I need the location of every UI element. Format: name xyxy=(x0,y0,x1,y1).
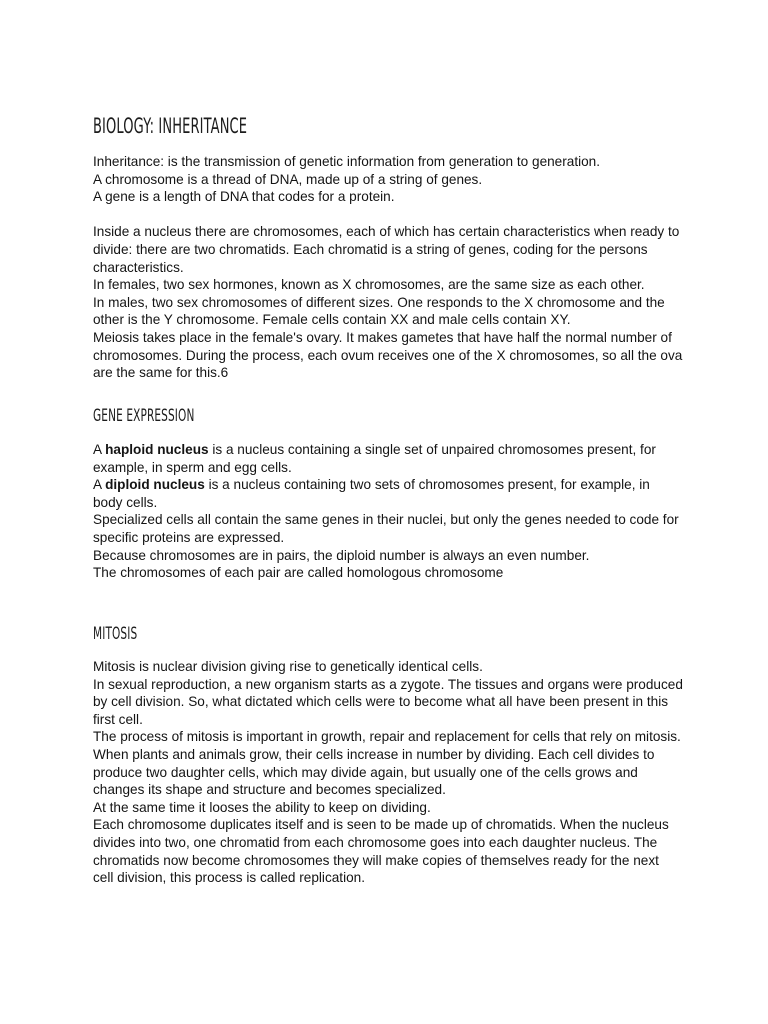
diploid-definition xyxy=(93,476,683,511)
intro-line: A chromosome is a thread of DNA, made up of a string of genes. xyxy=(93,171,483,187)
mitosis-line: The process of mitosis is important in growth, repair and replacement for cells that rely on mitosis. xyxy=(93,729,681,745)
gene-expression-line: The chromosomes of each pair are called homologous chromosome xyxy=(93,565,504,581)
intro-paragraph: Inside a nucleus there are chromosomes, each of which has certain characteristics when ready to divide: there are two chromatids. Each chromatid is a string of genes, coding for the persons characteristics. xyxy=(93,224,680,275)
mitosis-line: At the same time it looses the ability to keep on dividing. xyxy=(93,799,431,815)
intro-section xyxy=(93,153,683,382)
paragraph-gap xyxy=(93,206,683,224)
gene-expression-heading: GENE EXPRESSION xyxy=(93,406,195,426)
intro-line: Inheritance: is the transmission of genetic information from generation to generation. xyxy=(93,154,601,169)
mitosis-line: Each chromosome duplicates itself and is seen to be made up of chromatids. When the nucleus divides into two, one chromatid from each chromosome goes into each daughter nucleus. The chromatids now become chromosomes they will make copies of themselves ready for the next cell division, this process is called replication. xyxy=(93,817,669,886)
gene-expression-line: Because chromosomes are in pairs, the diploid number is always an even number. xyxy=(93,547,590,563)
gene-expression-section xyxy=(93,441,683,582)
mitosis-line: Mitosis is nuclear division giving rise to genetically identical cells. xyxy=(93,659,483,674)
diploid-prefix: A xyxy=(93,477,106,493)
intro-paragraph: Meiosis takes place in the female's ovary. It makes gametes that have half the normal number of chromosomes. During the process, each ovum receives one of the X chromosomes, so all the ova are the same for this.6 xyxy=(93,329,683,381)
haploid-term: haploid nucleus xyxy=(105,442,209,457)
mitosis-line: When plants and animals grow, their cells increase in number by dividing. Each cell divides to produce two daughter cells, which may divide again, but usually one of the cells grows and changes its shape and structure and becomes specialized. xyxy=(93,746,655,798)
intro-line: A gene is a length of DNA that codes for a protein. xyxy=(93,189,395,205)
haploid-rest: is a nucleus containing a single set of unpaired chromosomes present, for example, in sperm and egg cells. xyxy=(93,442,656,475)
diploid-rest: is a nucleus containing two sets of chromosomes present, for example, in body cells. xyxy=(93,477,650,510)
gene-expression-line: Specialized cells all contain the same genes in their nuclei, but only the genes needed to code for specific proteins are expressed. xyxy=(93,512,679,545)
haploid-definition xyxy=(93,441,683,476)
document-title: BIOLOGY: INHERITANCE xyxy=(93,114,248,138)
mitosis-line: In sexual reproduction, a new organism starts as a zygote. The tissues and organs were produced by cell division. So, what dictated which cells were to become what all have been present in this first cell. xyxy=(93,676,683,727)
mitosis-heading: MITOSIS xyxy=(93,624,138,644)
intro-paragraph: In females, two sex hormones, known as X chromosomes, are the same size as each other. xyxy=(93,277,645,293)
intro-paragraph: In males, two sex chromosomes of different sizes. One responds to the X chromosome and the other is the Y chromosome. Female cells contain XX and male cells contain XY. xyxy=(93,294,665,328)
diploid-term: diploid nucleus xyxy=(105,477,205,493)
haploid-prefix: A xyxy=(93,442,106,457)
mitosis-section xyxy=(93,658,683,887)
